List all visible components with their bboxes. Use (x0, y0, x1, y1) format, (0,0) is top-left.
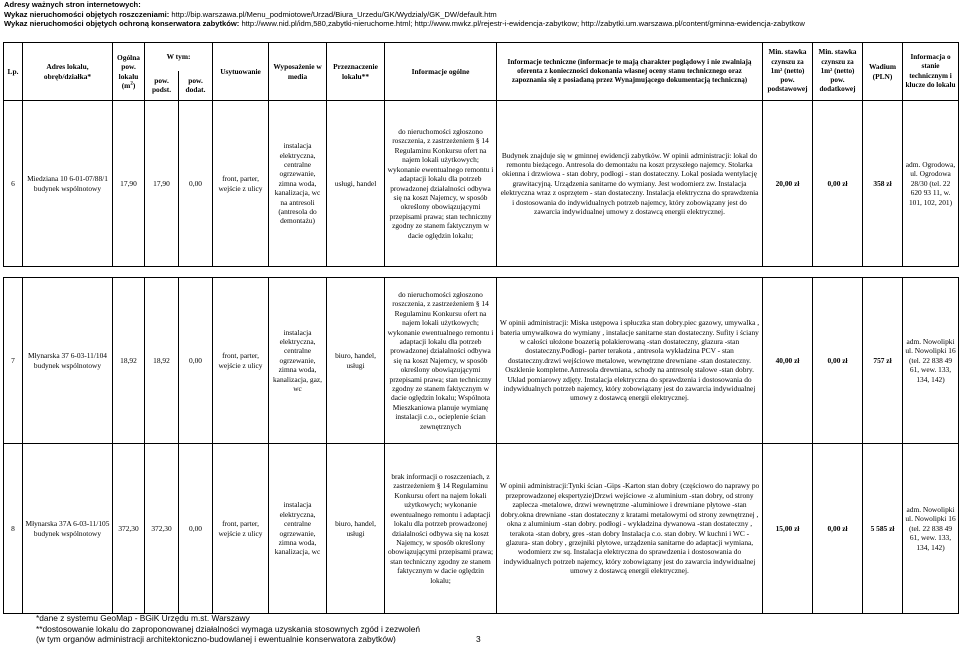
footnote-3: (w tym organów administracji architektoniczno-budowlanej i ewentualnie konserwatora zabytków) (36, 634, 396, 645)
header-line-1 (4, 10, 805, 20)
cell-info-ogolne: do nieruchomości zgłoszono roszczenia, z zastrzeżeniem § 14 Regulaminu Konkursu ofert na najem lokali użytkowych; wykonanie ewentualnego remontu i adaptacji lokalu dla potrzeb prowadzonej działalności odbywa się na koszt Najemcy, w sposób określony obowiązującymi przepisami prawa; stan techniczny zgodny ze stanem faktycznym w dacie oględzin lokalu; Wspólnota Mieszkaniowa planuje wymianę instalacji c.o., ocieplenie ścian zewnętrznych (385, 278, 497, 444)
col-address: Adres lokalu, obręb/działka* (23, 43, 113, 101)
table-row (4, 278, 959, 444)
cell-address: Młynarska 37A 6-03-11/105 budynek wspólnotowy (23, 444, 113, 614)
cell-info-tech: Budynek znajduje się w gminnej ewidencji zabytków. W opinii administracji: lokal do remontu bieżącego. Antresola do demontażu na koszt przyszłego najemcy. Stolarka okienna i drzwiowa - stan dobry, podłogi - stan dostateczny. Lokal posiada wentylację grawitacyjną. Urządzenia sanitarne do wymiany. Jest wodomierz zw. Instalacja elektryczna wraz z osprzętem - stan dostateczny. Instalacja elektryczna do sprawdzenia i dostosowania do indywidualnych potrzeb najemcy, który zobowiązany jest do zawarcia indywidualnej umowy z dostawcą energii elektrycznej. (497, 101, 763, 267)
cell-lp: 8 (4, 444, 23, 614)
cell-wadium: 757 zł (863, 278, 903, 444)
header-line-2-label: Wykaz nieruchomości objętych ochroną konserwatora zabytków: (4, 19, 240, 29)
cell-address: Młynarska 37 6-03-11/104 budynek wspólnotowy (23, 278, 113, 444)
cell-wyposazenie: instalacja elektryczna, centralne ogrzewanie, zimna woda, kanalizacja, gaz, wc (269, 278, 327, 444)
cell-stan: adm. Nowolipki ul. Nowolipki 16 (tel. 22 838 49 61, wew. 133, 134, 142) (903, 278, 959, 444)
cell-lp: 7 (4, 278, 23, 444)
cell-address: Miedziana 10 6-01-07/88/1 budynek wspólnotowy (23, 101, 113, 267)
cell-przeznaczenie: biuro, handel, usługi (327, 278, 385, 444)
header-line-2 (4, 19, 805, 29)
cell-min-dodat: 0,00 zł (813, 444, 863, 614)
cell-usytuowanie: front, parter, wejście z ulicy (213, 444, 269, 614)
cell-stan: adm. Nowolipki ul. Nowolipki 16 (tel. 22 838 49 61, wew. 133, 134, 142) (903, 444, 959, 614)
cell-wyposazenie: instalacja elektryczna, centralne ogrzewanie, zimna woda, kanalizacja, wc na antresoli (antresola do demontażu) (269, 101, 327, 267)
cell-usytuowanie: front, parter, wejście z ulicy (213, 278, 269, 444)
table-row (4, 101, 959, 267)
col-min-dodat: Min. stawka czynszu za 1m² (netto) pow. dodatkowej (813, 43, 863, 101)
monuments-links[interactable]: http://www.nid.pl/idm,580,zabytki-nieruchome.html; http://www.mwkz.pl/rejestr-i-ewidencja-zabytkow; http://zabytki.um.warszawa.pl/content/gminna-ewidencja-zabytkow (241, 19, 805, 29)
cell-info-tech: W opinii administracji:Tynki ścian -Gips -Karton stan dobry (częściowo do naprawy po przeprowadzonej ekspertyzie)Drzwi wejściowe -z aluminium -stan dobry, od strony zaplecza -metalowe, drzwi wewnętrzne -aluminiowe i drewniane płytowe -stan dobry.okna drewniane -stan dostateczny z kratami metalowymi od strony zewnętrznej , okna z aluminium -stan dobry. podłogi - wykładzina dywanowa -stan dostateczny , terakota -stan dobry, gres -stan dobry Instalacja c.o. stan dobry. W kuchni i WC -glazura- stan dobry , grzejniki płytowe, urządzenia sanitarne do adaptacji wymiana, wodomierz zw sq. Instalacja elektryczna do sprawdzenia i dostosowania do indywidualnych potrzeb najemcy, który zobowiązany jest do zawarcia indywidualnej umowy z dostawcą energii elektrycznej. (497, 444, 763, 614)
page-header (4, 0, 805, 29)
header-title: Adresy ważnych stron internetowych: (4, 0, 141, 9)
col-przeznaczenie: Przeznaczenie lokalu** (327, 43, 385, 101)
cell-wyposazenie: instalacja elektryczna, centralne ogrzewanie, zimna woda, kanalizacja, wc (269, 444, 327, 614)
cell-min-dodat: 0,00 zł (813, 278, 863, 444)
cell-wadium: 358 zł (863, 101, 903, 267)
header-line-1-label: Wykaz nieruchomości objętych roszczeniami: (4, 9, 170, 19)
col-lp: Lp. (4, 43, 23, 101)
footnote-1: *dane z systemu GeoMap - BGiK Urzędu m.st. Warszawy (36, 613, 250, 623)
footnotes (36, 613, 420, 645)
cell-stan: adm. Ogrodowa, ul. Ogrodowa 28/30 (tel. 22 620 93 11, w. 101, 102, 201) (903, 101, 959, 267)
row-spacer (4, 267, 959, 278)
cell-pow-podst: 18,92 (145, 278, 179, 444)
cell-lp: 6 (4, 101, 23, 267)
col-info-tech: Informacje techniczne (informacje te mają charakter poglądowy i nie zwalniają oferenta z konieczności dokonania własnej oceny stanu technicznego oraz zapoznania się z posiadaną przez Wynajmującego dokumentacją techniczną) (497, 43, 763, 101)
cell-area-total: 17,90 (113, 101, 145, 267)
cell-pow-dodat: 0,00 (179, 278, 213, 444)
cell-info-tech: W opinii administracji: Miska ustępowa i spłuczka stan dobry.piec gazowy, umywalka , bateria umywalkowa do wymiany , instalacje sanitarne stan dostateczny. Sufity i ściany w całości ułożone boazerią polakierowaną -stan dostateczny, glazura -stan dostateczny.Podłogi- parter terakota , antresola wykładzina PCV - stan dostateczny.drzwi wejściowe metalowe, wewnętrzne drewniane -stan dostateczny. Oszklenie kompletne.Antresola drewniana, schody na antresolę stalowe -stan dobry. Układ pomiarowy zdjęty. Instalacja elektryczna do sprawdzenia i dostosowania do indywidualnych potrzeb najemcy, który zobowiązany jest do zawarcia indywidualnej umowy z dostawcą energii elektrycznej. (497, 278, 763, 444)
page-number: 3 (476, 634, 481, 644)
cell-wadium: 5 585 zł (863, 444, 903, 614)
cell-pow-dodat: 0,00 (179, 101, 213, 267)
col-usytuowanie: Usytuowanie (213, 43, 269, 101)
col-pow-podst: pow. podst. (145, 71, 179, 101)
col-pow-dodat: pow. dodat. (179, 71, 213, 101)
cell-usytuowanie: front, parter, wejście z ulicy (213, 101, 269, 267)
col-stan: Informacja o stanie technicznym i klucze do lokalu (903, 43, 959, 101)
cell-pow-podst: 17,90 (145, 101, 179, 267)
col-min-podst: Min. stawka czynszu za 1m² (netto) pow. podstawowej (763, 43, 813, 101)
cell-min-podst: 15,00 zł (763, 444, 813, 614)
cell-przeznaczenie: biuro, handel, usługi (327, 444, 385, 614)
col-wadium: Wadium (PLN) (863, 43, 903, 101)
cell-info-ogolne: do nieruchomości zgłoszono roszczenia, z zastrzeżeniem § 14 Regulaminu Konkursu ofert na najem lokali użytkowych; wykonanie ewentualnego remontu i adaptacji lokalu dla potrzeb prowadzonej działalności odbywa się na koszt Najemcy, w sposób określony obowiązującymi przepisami prawa; stan techniczny zgodny ze stanem faktycznym w dacie oględzin lokalu; (385, 101, 497, 267)
cell-przeznaczenie: usługi, handel (327, 101, 385, 267)
cell-min-dodat: 0,00 zł (813, 101, 863, 267)
col-area-total: Ogólna pow. lokalu $(m^2)$ (113, 43, 145, 101)
cell-area-total: 372,30 (113, 444, 145, 614)
cell-min-podst: 20,00 zł (763, 101, 813, 267)
cell-pow-dodat: 0,00 (179, 444, 213, 614)
cell-info-ogolne: brak informacji o roszczeniach, z zastrzeżeniem § 14 Regulaminu Konkursu ofert na najem lokali użytkowych; wykonanie ewentualnego remontu i adaptacji lokalu dla potrzeb prowadzonej działalności odbywa się na koszt Najemcy, w sposób określony obowiązującymi przepisami prawa; stan techniczny zgodny ze stanem faktycznym w dacie oględzin lokalu; (385, 444, 497, 614)
col-wyposazenie: Wyposażenie w media (269, 43, 327, 101)
cell-pow-podst: 372,30 (145, 444, 179, 614)
footnote-2: **dostosowanie lokalu do zaproponowanej działalności wymaga uzyskania stosownych zgód i zezwoleń (36, 623, 421, 634)
claims-link[interactable]: http://bip.warszawa.pl/Menu_podmiotowe/Urzad/Biura_Urzedu/GK/Wydzialy/GK_DW/default.htm (171, 9, 497, 19)
col-w-tym: W tym: (145, 43, 213, 71)
table-row (4, 444, 959, 614)
premises-table (3, 42, 959, 614)
cell-min-podst: 40,00 zł (763, 278, 813, 444)
cell-area-total: 18,92 (113, 278, 145, 444)
col-info-ogolne: Informacje ogólne (385, 43, 497, 101)
